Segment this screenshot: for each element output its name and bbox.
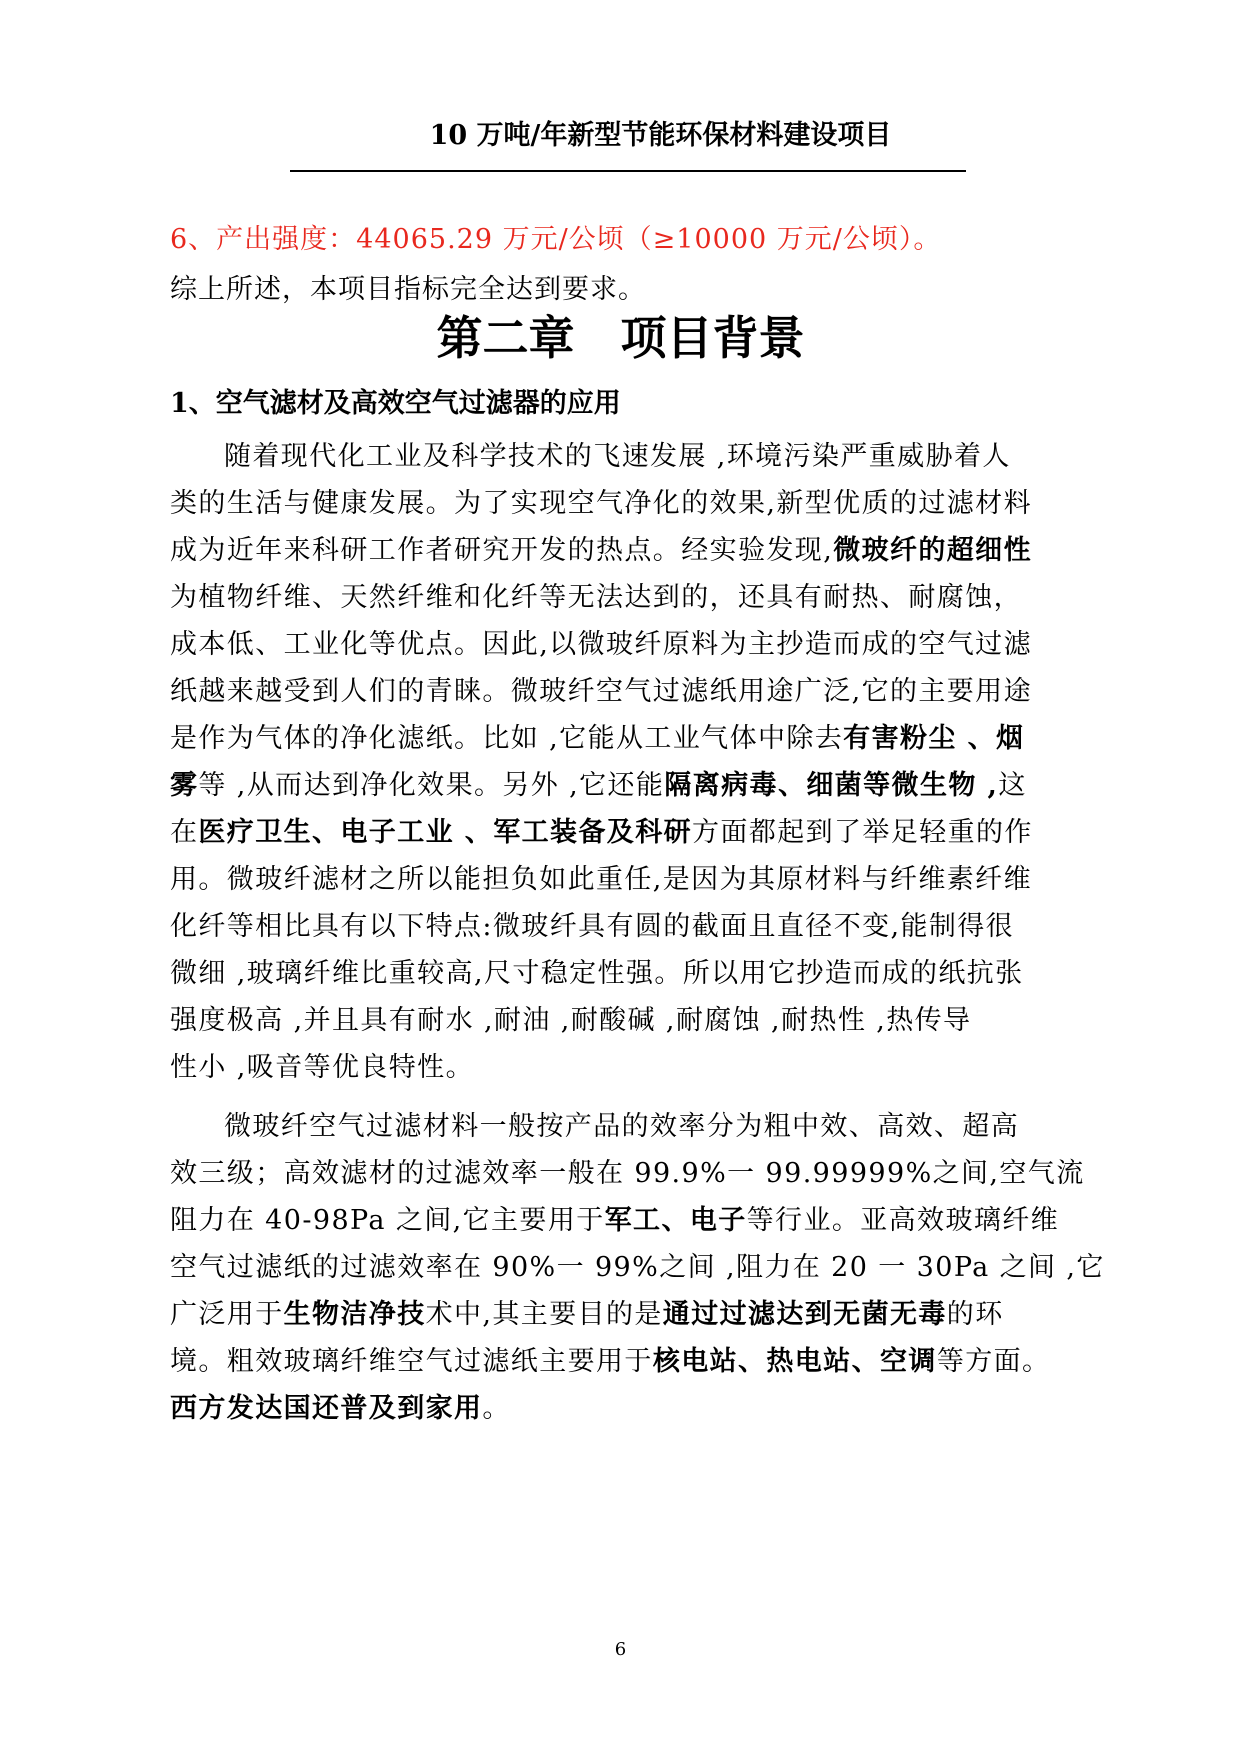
chapter-title: 第二章 项目背景 [436, 311, 805, 365]
paragraph-line: 类的生活与健康发展。为了实现空气净化的效果,新型优质的过滤材料 [170, 488, 1032, 519]
text-run: 境。粗效玻璃纤维空气过滤纸主要用于 [170, 1346, 653, 1377]
text-run: 成为近年来科研工作者研究开发的热点。经实验发现, [170, 535, 834, 566]
bold-run: 军工、电子 [604, 1205, 747, 1236]
paragraph-line: 用。微玻纤滤材之所以能担负如此重任,是因为其原材料与纤维素纤维 [170, 864, 1032, 895]
bold-run: 隔离病毒、细菌等微生物 , [664, 770, 999, 801]
paragraph-line: 性小 ,吸音等优良特性。 [170, 1052, 474, 1083]
header-title: 10 万吨/年新型节能环保材料建设项目 [429, 120, 892, 151]
paragraph-line [170, 1201, 1070, 1241]
paragraph-line [170, 531, 1070, 571]
paragraph-line: 微细 ,玻璃纤维比重较高,尺寸稳定性强。所以用它抄造而成的纸抗张 [170, 958, 1024, 989]
paragraph-line: 随着现代化工业及科学技术的飞速发展 ,环境污染严重威胁着人 [224, 441, 1011, 472]
bold-run: 生物洁净技 [283, 1299, 426, 1330]
header-rule [290, 170, 966, 172]
text-run: 阻力在 40-98Pa 之间,它主要用于 [170, 1205, 605, 1236]
paragraph-line [170, 1295, 1070, 1335]
bold-run: 通过过滤达到无菌无毒 [662, 1299, 947, 1330]
paragraph-line [170, 1342, 1070, 1382]
paragraph-line: 强度极高 ,并且具有耐水 ,耐油 ,耐酸碱 ,耐腐蚀 ,耐热性 ,热传导 [170, 1005, 972, 1036]
text-run: 术中,其主要目的是 [425, 1299, 663, 1330]
text-run: 等 ,从而达到净化效果。另外 ,它还能 [198, 770, 665, 801]
text-run: 是作为气体的净化滤纸。比如 ,它能从工业气体中除去 [170, 723, 844, 754]
section-heading: 1、空气滤材及高效空气过滤器的应用 [170, 388, 621, 419]
paragraph-line: 为植物纤维、天然纤维和化纤等无法达到的，还具有耐热、耐腐蚀， [170, 582, 1022, 613]
text-run: 这 [998, 770, 1027, 801]
paragraph-line: 微玻纤空气过滤材料一般按产品的效率分为粗中效、高效、超高 [224, 1111, 1020, 1142]
page-number: 6 [614, 1639, 627, 1660]
bold-run: 雾 [170, 770, 199, 801]
paragraph-line [170, 1389, 1070, 1429]
bold-run: 有害粉尘 、烟 [843, 723, 1025, 754]
paragraph-line: 化纤等相比具有以下特点:微玻纤具有圆的截面且直径不变,能制得很 [170, 911, 1015, 942]
bold-run: 核电站、热电站、空调 [652, 1346, 937, 1377]
bold-run: 微玻纤的超细性 [833, 535, 1032, 566]
text-run: 。 [482, 1393, 511, 1424]
text-run: 等方面。 [936, 1346, 1051, 1377]
text-run: 方面都起到了举足轻重的作 [692, 817, 1033, 848]
text-run: 的环 [946, 1299, 1004, 1330]
paragraph-line: 成本低、工业化等优点。因此,以微玻纤原料为主抄造而成的空气过滤 [170, 629, 1032, 660]
bold-run: 西方发达国还普及到家用 [170, 1393, 483, 1424]
bold-run: 医疗卫生、电子工业 、军工装备及科研 [198, 817, 693, 848]
paragraph-line: 空气过滤纸的过滤效率在 90%一 99%之间 ,阻力在 20 一 30Pa 之间 ,它 [170, 1252, 1105, 1283]
paragraph-line [170, 766, 1070, 806]
paragraph-line [170, 813, 1070, 853]
paragraph-line: 效三级；高效滤材的过滤效率一般在 99.9%一 99.99999%之间,空气流 [170, 1158, 1085, 1189]
text-run: 等行业。亚高效玻璃纤维 [746, 1205, 1060, 1236]
summary-line: 综上所述，本项目指标完全达到要求。 [170, 274, 646, 305]
paragraph-line [170, 719, 1070, 759]
text-run: 广泛用于 [170, 1299, 284, 1330]
output-intensity-line: 6、产出强度：44065.29 万元/公顷（≥10000 万元/公顷）。 [170, 224, 942, 255]
text-run: 在 [170, 817, 199, 848]
paragraph-line: 纸越来越受到人们的青睐。微玻纤空气过滤纸用途广泛,它的主要用途 [170, 676, 1032, 707]
